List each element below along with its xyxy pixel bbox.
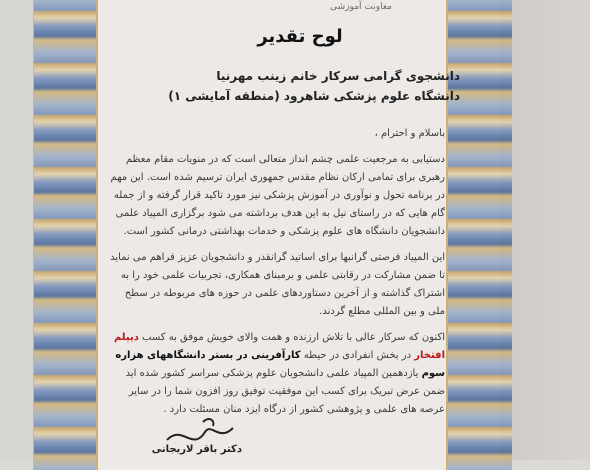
recipient-university-line: دانشگاه علوم پزشکی شاهرود (منطقه آمایشی ۱) [168,89,460,103]
paragraph-3-pre: اکنون که سرکار عالی با تلاش ارزنده و همت والای خویش موفق به کسب [142,332,445,343]
greeting: باسلام و احترام ، [374,128,445,139]
field-title: کارآفرینی در بستر دانشگاههای هزاره سوم [115,350,445,379]
paragraph-3-mid2: یازدهمین المپیاد علمی دانشجویان علوم پزشکی سراسر کشور شده اید ضمن عرض تبریک برای کسب این موفقیت توفیق روز افزون شما را در سایر عرصه های علمی و پژوهشی کشور از درگاه ایزد منان مسئلت دارد . [125,368,445,415]
gold-rule-left [96,0,98,470]
paragraph-2: این المپیاد فرصتی گرانبها برای اساتید گرانقدر و دانشجویان عزیز فراهم می نماید تا ضمن مشارکت در رقابتی علمی و برمبنای همکاری، تجربیات علمی خود را به اشتراک گذاشته و از آخرین دستاوردهای علمی در حوزه های مربوطه در سطح ملی و بین المللی مطلع گردند. [110,252,445,317]
certificate-body [110,125,445,427]
paragraph-3-mid1: در بخش انفرادی در حیطه [303,350,412,361]
signatory-name: دکتر باقر لاریجانی [151,444,242,455]
award-title: دیپلم افتخار [113,332,445,361]
certificate-title: لوح تقدیر [257,26,343,47]
paragraph-1: دستیابی به مرجعیت علمی چشم انداز متعالی است که در منویات مقام معظم رهبری برای تمامی ارکان نظام مقدس جمهوری ایران ترسیم شده است. این مهم در برنامه تحول و نوآوری در آموزش پزشکی نیز مورد تاکید قرار گرفته و از جمله گام هایی که در راستای نیل به این هدف برداشته می شود برگزاری المپیاد علمی دانشجویان دانشگاه های علوم پزشکی و خدمات بهداشتی درمانی کشور است. [110,154,445,237]
right-background [500,0,590,460]
paragraph-3 [110,329,445,419]
recipient-block [160,66,460,106]
decorative-border-left [34,0,98,470]
header-text: معاونت آموزشی [330,2,392,12]
recipient-name-line: دانشجوی گرامی سرکار خانم زینب مهرنیا [216,69,460,83]
